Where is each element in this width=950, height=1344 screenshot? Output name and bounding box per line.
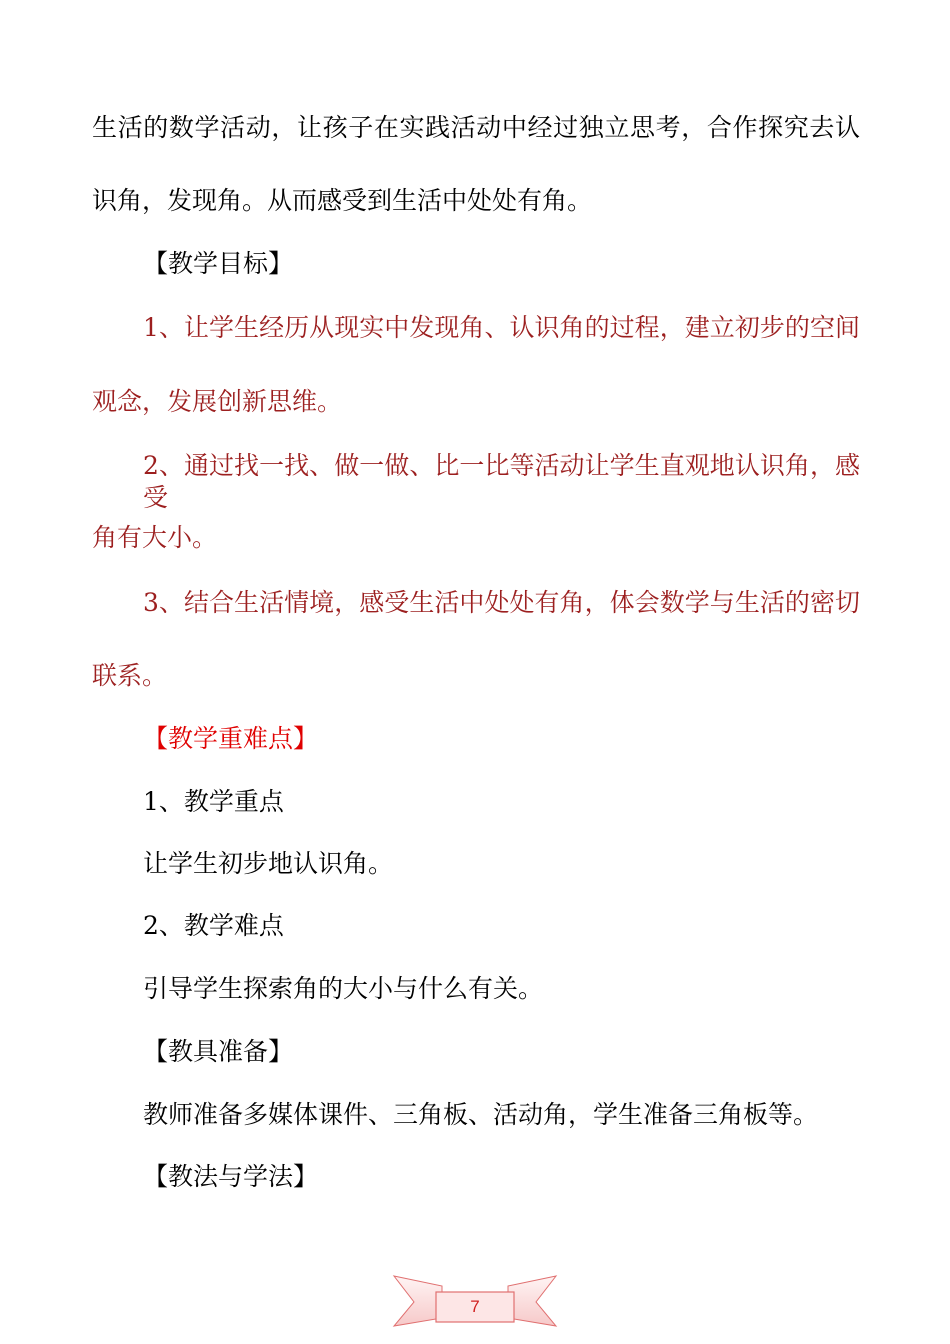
page-number: 7 — [470, 1297, 480, 1316]
objective-item-2-cont: 角有大小。 — [92, 523, 218, 552]
objective-item-1: 1、让学生经历从现实中发现角、认识角的过程，建立初步的空间 — [143, 313, 860, 342]
section-heading-objectives: 【教学目标】 — [143, 249, 294, 278]
objective-item-3-cont: 联系。 — [92, 661, 168, 690]
section-heading-methods: 【教法与学法】 — [143, 1162, 319, 1191]
materials-text: 教师准备多媒体课件、三角板、活动角，学生准备三角板等。 — [143, 1100, 819, 1129]
paragraph-line: 生活的数学活动，让孩子在实践活动中经过独立思考，合作探究去认 — [92, 113, 860, 142]
objective-item-2: 2、通过找一找、做一做、比一比等活动让学生直观地认识角，感受 — [143, 451, 860, 512]
section-heading-materials: 【教具准备】 — [143, 1037, 294, 1066]
section-heading-key-points: 【教学重难点】 — [143, 724, 319, 753]
difficulty-title: 2、教学难点 — [143, 911, 284, 940]
key-point-title: 1、教学重点 — [143, 787, 284, 816]
key-point-text: 让学生初步地认识角。 — [143, 849, 394, 878]
paragraph-line: 识角，发现角。从而感受到生活中处处有角。 — [92, 186, 593, 215]
objective-item-3: 3、结合生活情境，感受生活中处处有角，体会数学与生活的密切 — [143, 588, 860, 617]
difficulty-text: 引导学生探索角的大小与什么有关。 — [143, 974, 544, 1003]
objective-item-1-cont: 观念，发展创新思维。 — [92, 387, 343, 416]
